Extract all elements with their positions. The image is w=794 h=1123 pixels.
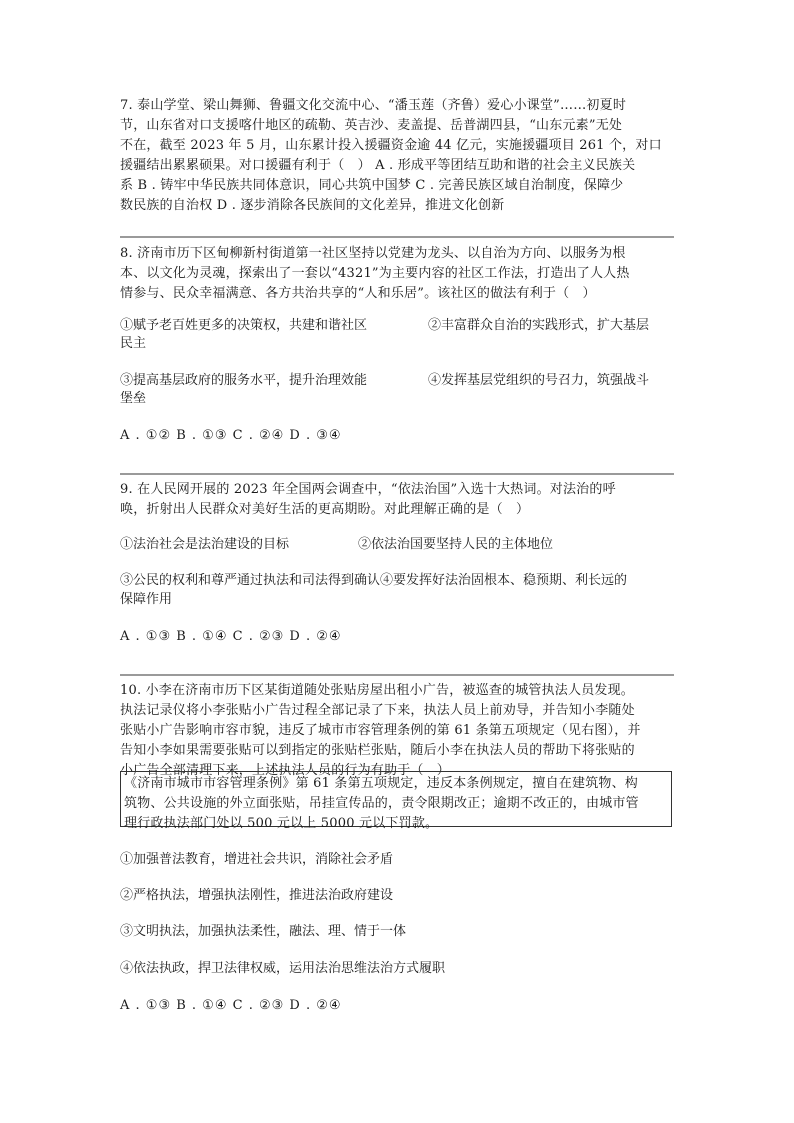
q10-answer-choices: A . ①③ B . ①④ C . ②③ D . ②④ [120, 998, 342, 1013]
q8-option-4: ④发挥基层党组织的号召力，筑强战斗 [428, 373, 650, 388]
regulation-line-3: 理行政执法部门处以 500 元以上 5000 元以下罚款。 [124, 816, 439, 831]
question-7 [120, 96, 674, 216]
q7-line-2: 节，山东省对口支援喀什地区的疏勒、英吉沙、麦盖提、岳普湖四县，“山东元素”无处 [120, 118, 623, 133]
q9-option-2: ②依法治国要坚持人民的主体地位 [358, 537, 554, 552]
q7-line-4: 援疆结出累累硕果。对口援疆有利于（ ） A . 形成平等团结互助和谐的社会主义民族关 [120, 158, 636, 173]
regulation-line-2: 筑物、公共设施的外立面张贴，吊挂宣传品的，责令限期改正；逾期不改正的，由城市管 [124, 796, 639, 811]
q10-option-4: ④依法执政，捍卫法律权威，运用法治思维法治方式履职 [120, 961, 446, 976]
q8-line-2: 本、以文化为灵魂，探索出了一套以“4321”为主要内容的社区工作法，打造出了人人热 [120, 266, 630, 281]
question-10 [120, 681, 674, 781]
q8-answer-choices: A . ①② B . ①③ C . ②④ D . ③④ [120, 428, 342, 443]
question-8 [120, 244, 674, 304]
divider-2 [120, 473, 674, 475]
q8-options-row-2 [120, 371, 674, 391]
q10-line-2: 执法记录仪将小李张贴小广告过程全部记录了下来，执法人员上前劝导，并告知小李随处 [120, 703, 635, 718]
q7-line-5: 系 B . 铸牢中华民族共同体意识，同心共筑中国梦 C . 完善民族区域自治制度，保障少 [120, 178, 624, 193]
q9-options-row-2-wrap: 保障作用 [120, 592, 173, 607]
q9-line-1: 9. 在人民网开展的 2023 年全国两会调查中，“依法治国”入选十大热词。对法治的呼 [120, 482, 616, 497]
q10-line-5: 小广告全部清理下来，上述执法人员的行为有助于（ ） [120, 763, 451, 778]
q9-options-row-1 [120, 535, 674, 555]
q10-line-1: 10. 小李在济南市历下区某街道随处张贴房屋出租小广告，被巡查的城管执法人员发现。 [120, 683, 635, 698]
q10-option-1: ①加强普法教育，增进社会共识，消除社会矛盾 [120, 852, 394, 867]
divider-1 [120, 236, 674, 238]
q7-line-3: 不在，截至 2023 年 5 月，山东累计投入援疆资金逾 44 亿元，实施援疆项目 261 个，对口 [120, 138, 662, 153]
q10-line-4: 告知小李如果需要张贴可以到指定的张贴栏张贴，随后小李在执法人员的帮助下将张贴的 [120, 743, 635, 758]
q9-line-2: 唤，折射出人民群众对美好生活的更高期盼。对此理解正确的是（ ） [120, 502, 530, 517]
q10-line-3: 张贴小广告影响市容市貌，违反了城市市容管理条例的第 61 条第五项规定（见右图），并 [120, 723, 641, 738]
q9-option-1: ①法治社会是法治建设的目标 [120, 537, 290, 552]
q9-options-row-2: ③公民的权利和尊严通过执法和司法得到确认④要发挥好法治固根本、稳预期、利长远的 [120, 573, 628, 588]
q8-option-2-wrap: 民主 [120, 336, 147, 351]
q10-option-3: ③文明执法，加强执法柔性，融法、理、情于一体 [120, 924, 407, 939]
q7-line-1: 7. 泰山学堂、梁山舞狮、鲁疆文化交流中心、“潘玉莲（齐鲁）爱心小课堂”……初夏时 [120, 98, 627, 113]
q8-option-2: ②丰富群众自治的实践形式，扩大基层 [428, 318, 650, 333]
q8-option-3: ③提高基层政府的服务水平，提升治理效能 [120, 373, 368, 388]
q8-option-1: ①赋予老百姓更多的决策权，共建和谐社区 [120, 318, 368, 333]
q10-option-2: ②严格执法，增强执法刚性，推进法治政府建设 [120, 888, 394, 903]
q8-option-4-wrap: 堡垒 [120, 391, 147, 406]
divider-3 [120, 674, 674, 676]
regulation-line-1: 《济南市城市市容管理条例》第 61 条第五项规定，违反本条例规定，擅自在建筑物、构 [124, 776, 639, 791]
q8-line-3: 情参与、民众幸福满意、各方共治共享的“人和乐居”。该社区的做法有利于（ ） [120, 286, 596, 301]
question-9 [120, 480, 674, 520]
q9-answer-choices: A . ①③ B . ①④ C . ②③ D . ②④ [120, 629, 342, 644]
q8-options-row-1 [120, 316, 674, 336]
q7-line-6: 数民族的自治权 D . 逐步消除各民族间的文化差异，推进文化创新 [120, 198, 505, 213]
regulation-excerpt-box [120, 771, 672, 831]
q8-line-1: 8. 济南市历下区甸柳新村街道第一社区坚持以党建为龙头、以自治为方向、以服务为根 [120, 246, 626, 261]
